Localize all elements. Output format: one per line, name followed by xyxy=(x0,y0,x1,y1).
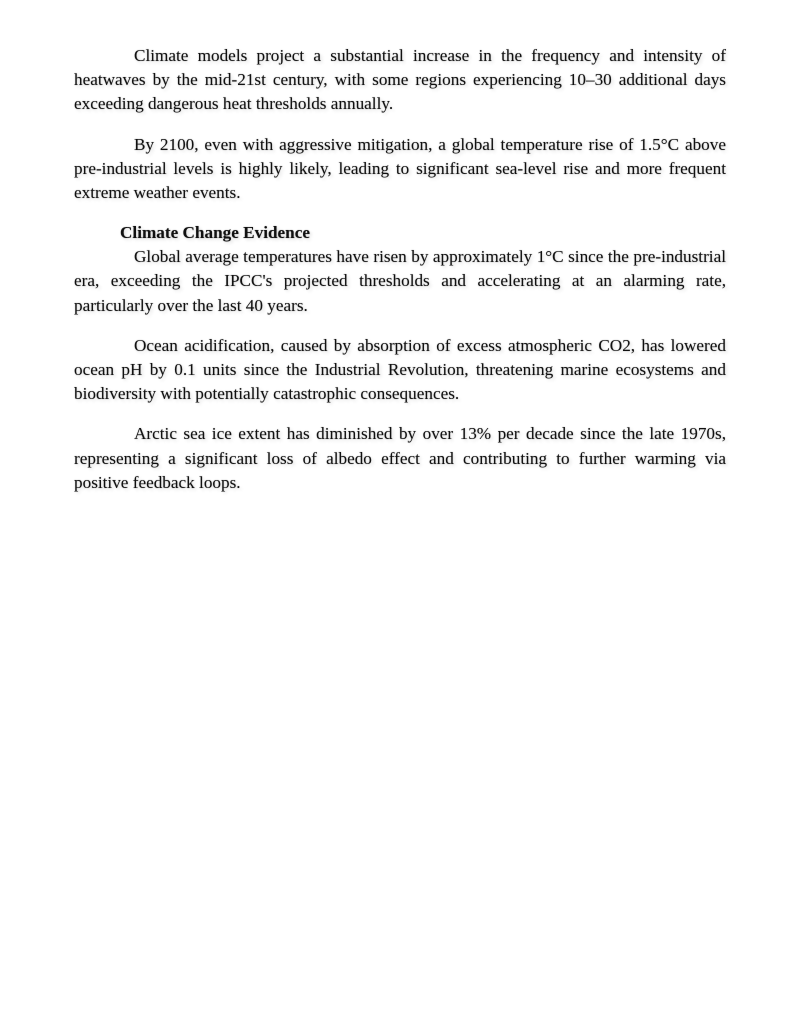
paragraph-arctic-sea-ice: Arctic sea ice extent has diminished by over 13% per decade since the late 1970s, representing a significant loss of albedo effect and contributing to further warming via positive feedback loops. xyxy=(74,424,726,492)
paragraph-spacer xyxy=(74,406,726,422)
section-spacer xyxy=(74,205,726,221)
paragraph-spacer xyxy=(74,318,726,334)
document-page xyxy=(74,44,726,495)
paragraph-heatwaves: Climate models project a substantial increase in the frequency and intensity of heatwaves by the mid-21st century, with some regions experiencing 10–30 additional days exceeding dangerous heat thresholds annually. xyxy=(74,46,726,114)
paragraph-global-temperatures: Global average temperatures have risen by approximately 1°C since the pre-industrial era, exceeding the IPCC's projected thresholds and accelerating at an alarming rate, particularly over the last 40 years. xyxy=(74,247,726,315)
paragraph-spacer xyxy=(74,117,726,133)
paragraph-ocean-acidification: Ocean acidification, caused by absorption of excess atmospheric CO2, has lowered ocean pH by 0.1 units since the Industrial Revolution, threatening marine ecosystems and biodiversity with potentially catastrophic consequences. xyxy=(74,335,726,404)
section-heading: Climate Change Evidence xyxy=(120,223,311,243)
paragraph-temperature-2100: By 2100, even with aggressive mitigation, a global temperature rise of 1.5°C above pre-industrial levels is highly likely, leading to significant sea-level rise and more frequent extreme weather events. xyxy=(74,134,726,203)
